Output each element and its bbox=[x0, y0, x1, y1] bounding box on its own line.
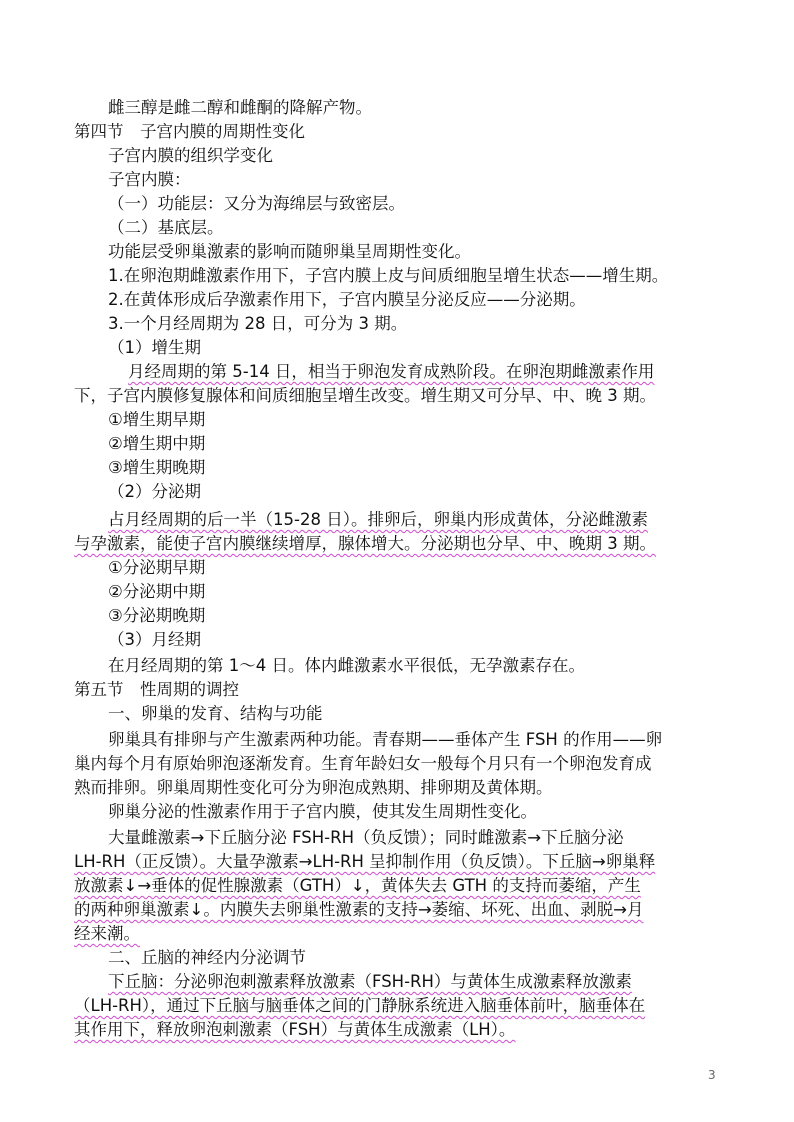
text-line-underlined: 月经周期的第 5-14 日，相当于卵泡发育成熟阶段。在卵泡期雌激素作用 bbox=[128, 362, 655, 381]
text-line bbox=[128, 360, 720, 384]
text-line: （二）基底层。 bbox=[108, 218, 224, 237]
text-line: ①分泌期早期 bbox=[108, 558, 206, 577]
text-line bbox=[74, 994, 720, 1018]
text-line: 3.一个月经周期为 28 日，可分为 3 期。 bbox=[108, 314, 408, 333]
text-line: 大量雌激素→下丘脑分泌 FSH-RH（负反馈）；同时雌激素→下丘脑分泌 bbox=[108, 828, 624, 847]
text-line: ③增生期晚期 bbox=[108, 458, 206, 477]
text-line: 二、丘脑的神经内分泌调节 bbox=[108, 948, 306, 967]
text-line bbox=[74, 532, 720, 556]
text-line: 一、卵巢的发育、结构与功能 bbox=[108, 704, 323, 723]
text-line bbox=[108, 508, 720, 532]
text-line-underlined: 经来潮。 bbox=[74, 924, 140, 943]
text-line: （2）分泌期 bbox=[108, 482, 201, 501]
text-line: （一）功能层：又分为海绵层与致密层。 bbox=[108, 194, 405, 213]
text-line: 2.在黄体形成后孕激素作用下，子宫内膜呈分泌反应——分泌期。 bbox=[108, 290, 586, 309]
text-line: 熟而排卵。卵巢周期性变化可分为卵泡成熟期、排卵期及黄体期。 bbox=[74, 778, 553, 797]
text-line: 下，子宫内膜修复腺体和间质细胞呈增生改变。增生期又可分早、中、晚 3 期。 bbox=[74, 386, 656, 405]
section-heading: 第五节 性周期的调控 bbox=[74, 680, 239, 699]
text-line: 卵巢分泌的性激素作用于子宫内膜，使其发生周期性变化。 bbox=[108, 802, 537, 821]
text-line-underlined: 的两种卵巢激素↓。内膜失去卵巢性激素的支持→萎缩、坏死、出血、剥脱→月 bbox=[74, 900, 644, 919]
text-line-underlined: 下丘脑：分泌卵泡刺激素释放激素（FSH-RH）与黄体生成激素释放激素 bbox=[108, 972, 632, 991]
section-heading: 第四节 子宫内膜的周期性变化 bbox=[74, 122, 305, 141]
text-line-underlined: （LH-RH），通过下丘脑与脑垂体之间的门静脉系统进入脑垂体前叶，脑垂体在 bbox=[74, 996, 646, 1015]
text-line: ①增生期早期 bbox=[108, 410, 206, 429]
text-line: 在月经周期的第 1～4 日。体内雌激素水平很低，无孕激素存在。 bbox=[108, 656, 585, 675]
text-line: ②增生期中期 bbox=[108, 434, 206, 453]
text-line-underlined: LH-RH（正反馈）。大量孕激素→LH-RH 呈抑制作用（负反馈）。下丘脑→卵巢释 bbox=[74, 852, 656, 871]
text-line: 卵巢具有排卵与产生激素两种功能。青春期——垂体产生 FSH 的作用——卵 bbox=[108, 730, 663, 749]
text-line: 子宫内膜的组织学变化 bbox=[108, 146, 273, 165]
text-line-underlined: 其作用下，释放卵泡刺激素（FSH）与黄体生成激素（LH）。 bbox=[74, 1020, 516, 1039]
text-line-underlined: 占月经周期的后一半（15-28 日）。排卵后，卵巢内形成黄体，分泌雌激素 bbox=[108, 510, 648, 529]
text-line-underlined: 与孕激素，能使子宫内膜继续增厚，腺体增大。分泌期也分早、中、晚期 3 期。 bbox=[74, 534, 656, 553]
text-line bbox=[74, 1018, 720, 1042]
text-line: 1.在卵泡期雌激素作用下，子宫内膜上皮与间质细胞呈增生状态——增生期。 bbox=[108, 266, 669, 285]
text-line: ②分泌期中期 bbox=[108, 582, 206, 601]
text-line-underlined: 放激素↓→垂体的促性腺激素（GTH）↓，黄体失去 GTH 的支持而萎缩，产生 bbox=[74, 876, 641, 895]
text-line: 功能层受卵巢激素的影响而随卵巢呈周期性变化。 bbox=[108, 242, 471, 261]
text-line: 子宫内膜： bbox=[108, 170, 191, 189]
text-line: （3）月经期 bbox=[108, 630, 201, 649]
text-line bbox=[74, 898, 720, 922]
text-line: ③分泌期晚期 bbox=[108, 606, 206, 625]
text-line bbox=[74, 850, 720, 874]
text-line bbox=[108, 970, 720, 994]
page-number: 3 bbox=[708, 1068, 716, 1082]
text-line bbox=[74, 922, 720, 946]
text-line bbox=[74, 874, 720, 898]
text-line: （1）增生期 bbox=[108, 338, 201, 357]
text-line: 巢内每个月有原始卵泡逐渐发育。生育年龄妇女一般每个月只有一个卵泡发育成 bbox=[74, 754, 652, 773]
text-line: 雌三醇是雌二醇和雌酮的降解产物。 bbox=[108, 98, 372, 117]
